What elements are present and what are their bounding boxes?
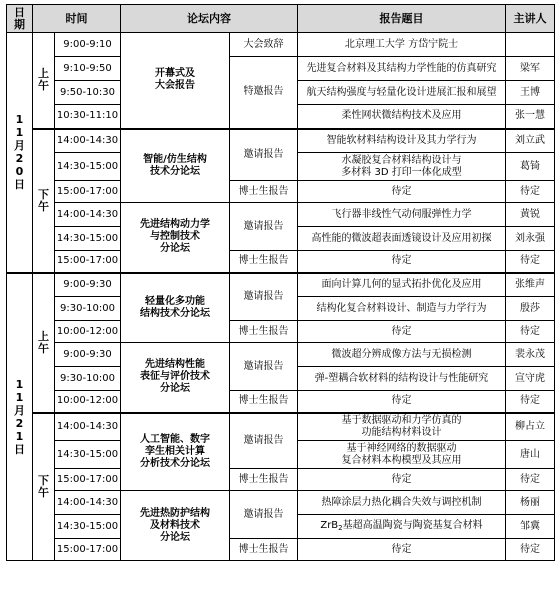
time-cell: 14:00-14:30 [55, 413, 121, 441]
speaker-name: 待定 [506, 391, 555, 413]
report-type: 博士生报告 [230, 321, 298, 343]
speaker-name: 殷莎 [506, 297, 555, 321]
time-cell: 9:00-9:30 [55, 343, 121, 367]
report-type: 博士生报告 [230, 181, 298, 203]
report-topic: 智能软材料结构设计及其力学行为 [298, 129, 506, 153]
time-cell: 14:30-15:00 [55, 153, 121, 181]
header-date: 日期 [7, 5, 33, 33]
speaker-name: 宣守虎 [506, 367, 555, 391]
report-topic: 高性能的微波超表面透镜设计及应用初探 [298, 227, 506, 251]
report-topic: 微波超分辨成像方法与无损检测 [298, 343, 506, 367]
forum-name: 轻量化多功能 结构技术分论坛 [121, 273, 230, 343]
table-row [7, 391, 555, 413]
speaker-name: 待定 [506, 469, 555, 491]
table-row [7, 251, 555, 273]
table-row [7, 413, 555, 441]
time-cell: 9:30-10:00 [55, 367, 121, 391]
time-cell: 14:30-15:00 [55, 441, 121, 469]
speaker-name: 黄锐 [506, 203, 555, 227]
header-speaker: 主讲人 [506, 5, 555, 33]
report-topic: 面向计算几何的显式拓扑优化及应用 [298, 273, 506, 297]
speaker-name: 裴永茂 [506, 343, 555, 367]
report-type: 博士生报告 [230, 251, 298, 273]
time-cell: 10:30-11:10 [55, 105, 121, 129]
forum-name: 先进结构性能 表征与评价技术 分论坛 [121, 343, 230, 413]
report-topic: 待定 [298, 321, 506, 343]
speaker-name: 待定 [506, 539, 555, 561]
report-type: 邀请报告 [230, 129, 298, 181]
speaker-name [506, 33, 555, 57]
time-cell: 9:10-9:50 [55, 57, 121, 81]
schedule-table [6, 4, 555, 561]
time-cell: 15:00-17:00 [55, 181, 121, 203]
speaker-name: 王博 [506, 81, 555, 105]
report-topic: 北京理工大学 方岱宁院士 [298, 33, 506, 57]
report-topic: 待定 [298, 469, 506, 491]
speaker-name: 张维声 [506, 273, 555, 297]
report-topic: 先进复合材料及其结构力学性能的仿真研究 [298, 57, 506, 81]
speaker-name: 葛锜 [506, 153, 555, 181]
report-topic: 热障涂层力热化耦合失效与调控机制 [298, 491, 506, 515]
time-cell: 9:00-9:10 [55, 33, 121, 57]
report-type: 邀请报告 [230, 273, 298, 321]
speaker-name: 待定 [506, 321, 555, 343]
speaker-name: 张一慧 [506, 105, 555, 129]
report-topic: 飞行器非线性气动伺服弹性力学 [298, 203, 506, 227]
report-topic: 待定 [298, 181, 506, 203]
time-cell: 9:00-9:30 [55, 273, 121, 297]
half-day-label: 上午 [33, 273, 55, 413]
report-type: 博士生报告 [230, 539, 298, 561]
report-topic: 待定 [298, 539, 506, 561]
table-row [7, 129, 555, 153]
report-topic: 待定 [298, 391, 506, 413]
half-day-label: 上午 [33, 33, 55, 129]
forum-name: 人工智能、数字 孪生相关计算 分析技术分论坛 [121, 413, 230, 491]
time-cell: 10:00-12:00 [55, 391, 121, 413]
header-forum: 论坛内容 [121, 5, 298, 33]
forum-name: 开幕式及 大会报告 [121, 33, 230, 129]
header-topic: 报告题目 [298, 5, 506, 33]
table-row [7, 539, 555, 561]
table-row [7, 343, 555, 367]
table-row [7, 181, 555, 203]
time-cell: 10:00-12:00 [55, 321, 121, 343]
speaker-name: 刘立武 [506, 129, 555, 153]
report-type: 邀请报告 [230, 343, 298, 391]
report-type: 邀请报告 [230, 203, 298, 251]
time-cell: 9:50-10:30 [55, 81, 121, 105]
forum-name: 智能/仿生结构 技术分论坛 [121, 129, 230, 203]
time-cell: 14:00-14:30 [55, 203, 121, 227]
speaker-name: 杨丽 [506, 491, 555, 515]
header-time: 时间 [33, 5, 121, 33]
time-cell: 15:00-17:00 [55, 469, 121, 491]
day-date: 11月20日 [7, 33, 33, 273]
speaker-name: 梁军 [506, 57, 555, 81]
report-type: 博士生报告 [230, 391, 298, 413]
report-topic: 柔性网状微结构技术及应用 [298, 105, 506, 129]
table-row [7, 321, 555, 343]
speaker-name: 待定 [506, 251, 555, 273]
speaker-name: 邹冀 [506, 515, 555, 539]
report-topic: ZrB$_2$基超高温陶瓷与陶瓷基复合材料 [298, 515, 506, 539]
report-topic: 水凝胶复合材料结构设计与 多材料 3D 打印一体化成型 [298, 153, 506, 181]
speaker-name: 刘永强 [506, 227, 555, 251]
day-date: 11月21日 [7, 273, 33, 561]
time-cell: 9:30-10:00 [55, 297, 121, 321]
time-cell: 14:00-14:30 [55, 129, 121, 153]
speaker-name: 柳占立 [506, 413, 555, 441]
table-row [7, 33, 555, 57]
half-day-label: 下午 [33, 129, 55, 273]
report-topic: 基于神经网络的数据驱动 复合材料本构模型及其应用 [298, 441, 506, 469]
speaker-name: 唐山 [506, 441, 555, 469]
table-row [7, 491, 555, 515]
report-type: 邀请报告 [230, 491, 298, 539]
report-topic: 弹-塑耦合软材料的结构设计与性能研究 [298, 367, 506, 391]
half-day-label: 下午 [33, 413, 55, 561]
time-cell: 15:00-17:00 [55, 539, 121, 561]
time-cell: 14:30-15:00 [55, 227, 121, 251]
report-topic: 待定 [298, 251, 506, 273]
header-row [7, 5, 555, 33]
report-topic: 航天结构强度与轻量化设计进展汇报和展望 [298, 81, 506, 105]
report-type: 博士生报告 [230, 469, 298, 491]
time-cell: 14:00-14:30 [55, 491, 121, 515]
time-cell: 14:30-15:00 [55, 515, 121, 539]
table-row [7, 57, 555, 81]
time-cell: 15:00-17:00 [55, 251, 121, 273]
forum-name: 先进热防护结构 及材料技术 分论坛 [121, 491, 230, 561]
table-row [7, 273, 555, 297]
table-row [7, 203, 555, 227]
table-row [7, 469, 555, 491]
report-type: 大会致辞 [230, 33, 298, 57]
forum-name: 先进结构动力学 与控制技术 分论坛 [121, 203, 230, 273]
report-type: 特邀报告 [230, 57, 298, 129]
speaker-name: 待定 [506, 181, 555, 203]
report-type: 邀请报告 [230, 413, 298, 469]
report-topic: 结构化复合材料设计、制造与力学行为 [298, 297, 506, 321]
report-topic: 基于数据驱动和力学仿真的 功能结构材料设计 [298, 413, 506, 441]
